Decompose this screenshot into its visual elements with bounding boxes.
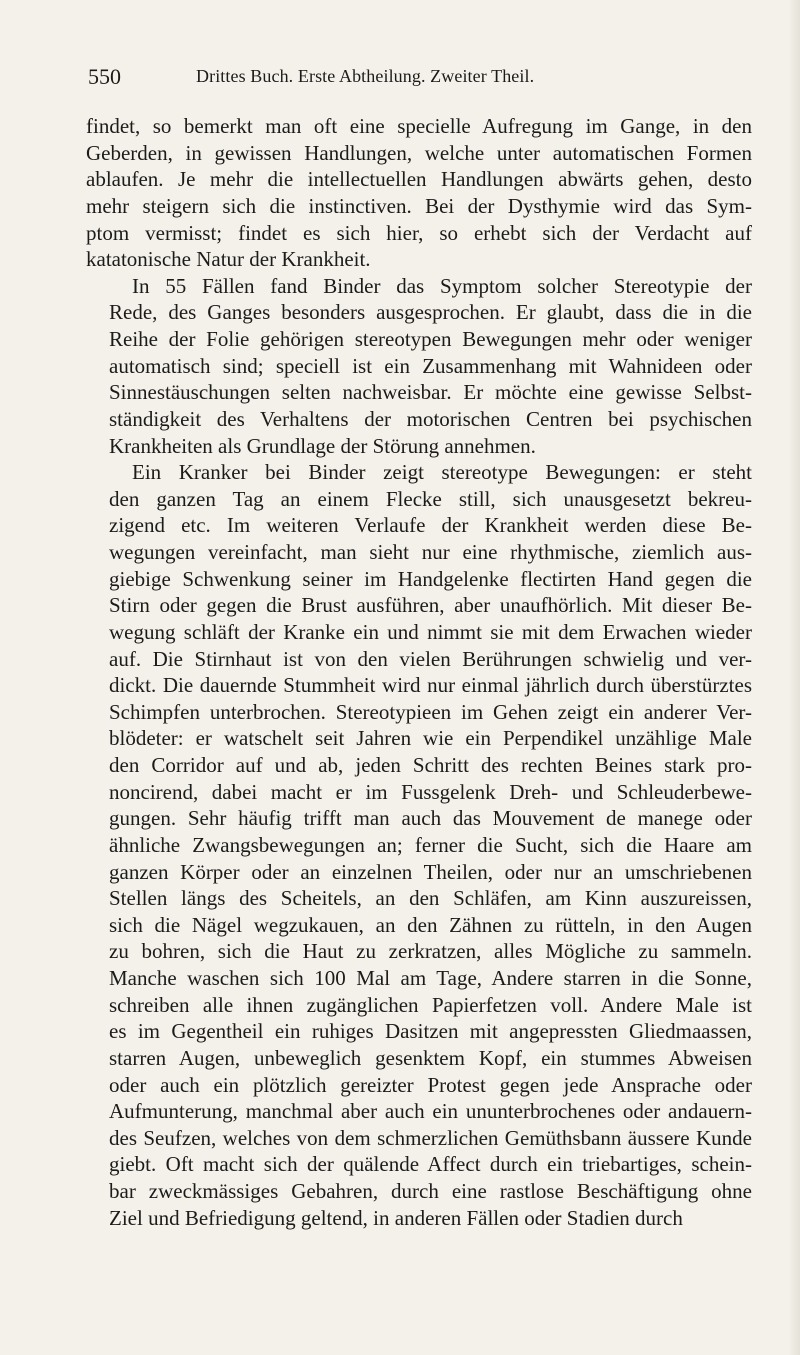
text-line: gungen. Sehr häufig trifft man auch das Mouvement de manege oder xyxy=(109,806,752,831)
text-line: ganzen Körper oder an einzelnen Theilen, oder nur an umschriebenen xyxy=(109,859,752,884)
text-line: Ein Kranker bei Binder zeigt stereotype Bewegungen: er steht xyxy=(132,460,752,485)
text-line: Ziel und Befriedigung geltend, in anderen Fällen oder Stadien durch xyxy=(109,1205,683,1230)
text-line: Schimpfen unterbrochen. Stereotypieen im Gehen zeigt ein anderer Ver- xyxy=(109,699,752,724)
text-line: wegungen vereinfacht, man sieht nur eine rhythmische, ziemlich aus- xyxy=(109,540,752,564)
text-line: Reihe der Folie gehörigen stereotypen Bewegungen mehr oder weniger xyxy=(109,327,752,351)
paragraph xyxy=(86,459,752,1231)
text-line: den ganzen Tag an einem Flecke still, sich unausgesetzt bekreu- xyxy=(109,486,752,511)
text-line: Sinnestäuschungen selten nachweisbar. Er möchte eine gewisse Selbst- xyxy=(109,380,752,405)
text-line: Stellen längs des Scheitels, an den Schläfen, am Kinn auszureissen, xyxy=(109,886,752,911)
text-line: noncirend, dabei macht er im Fussgelenk Dreh- und Schleuderbewe- xyxy=(109,779,752,804)
text-line: blödeter: er watschelt seit Jahren wie ein Perpendikel unzählige Male xyxy=(109,726,752,751)
text-line: des Seufzen, welches von dem schmerzlichen Gemüthsbann äussere Kunde xyxy=(109,1125,752,1150)
text-line: Krankheiten als Grundlage der Störung annehmen. xyxy=(109,433,536,458)
text-line: ständigkeit des Verhaltens der motorischen Centren bei psychischen xyxy=(109,406,752,431)
text-line: Stirn oder gegen die Brust ausführen, aber unaufhörlich. Mit dieser Be- xyxy=(109,593,752,618)
text-line: In 55 Fällen fand Binder das Symptom solcher Stereotypie der xyxy=(132,273,752,298)
text-line: zu bohren, sich die Haut zu zerkratzen, alles Mögliche zu sammeln. xyxy=(109,939,752,964)
text-line: Manche waschen sich 100 Mal am Tage, Andere starren in die Sonne, xyxy=(109,966,752,990)
text-line: Geberden, in gewissen Handlungen, welche unter automatischen Formen xyxy=(86,140,752,165)
text-line: dickt. Die dauernde Stummheit wird nur einmal jährlich durch überstürztes xyxy=(109,673,752,698)
text-line: giebt. Oft macht sich der quälende Affect durch ein triebartiges, schein- xyxy=(109,1152,752,1177)
text-line: ablaufen. Je mehr die intellectuellen Handlungen abwärts gehen, desto xyxy=(86,167,752,192)
paragraph xyxy=(86,113,752,273)
text-line: schreiben alle ihnen zugänglichen Papierfetzen voll. Andere Male ist xyxy=(109,992,752,1017)
text-line: es im Gegentheil ein ruhiges Dasitzen mit angepressten Gliedmaassen, xyxy=(109,1019,752,1044)
text-line: katatonische Natur der Krankheit. xyxy=(86,247,371,272)
text-line: Aufmunterung, manchmal aber auch ein ununterbrochenes oder andauern- xyxy=(109,1099,752,1124)
text-line: giebige Schwenkung seiner im Handgelenke flectirten Hand gegen die xyxy=(109,566,752,591)
text-line: mehr steigern sich die instinctiven. Bei der Dysthymie wird das Sym- xyxy=(86,193,752,218)
text-line: auf. Die Stirnhaut ist von den vielen Berührungen schwielig und ver- xyxy=(109,646,752,671)
page-edge-shadow xyxy=(788,0,800,1355)
paragraph xyxy=(86,273,752,459)
text-line: automatisch sind; speciell ist ein Zusammenhang mit Wahnideen oder xyxy=(109,353,752,378)
text-line: oder auch ein plötzlich gereizter Protest gegen jede Ansprache oder xyxy=(109,1072,752,1097)
text-line: bar zweckmässiges Gebahren, durch eine rastlose Beschäftigung ohne xyxy=(109,1179,752,1203)
text-line: den Corridor auf und ab, jeden Schritt des rechten Beines stark pro- xyxy=(109,753,752,777)
text-line: starren Augen, unbeweglich gesenktem Kopf, ein stummes Abweisen xyxy=(109,1045,752,1070)
text-line: ähnliche Zwangsbewegungen an; ferner die Sucht, sich die Haare am xyxy=(109,832,752,857)
text-line: zigend etc. Im weiteren Verlaufe der Krankheit werden diese Be- xyxy=(109,513,752,538)
text-line: Rede, des Ganges besonders ausgesprochen. Er glaubt, dass die in die xyxy=(109,300,752,325)
text-line: wegung schläft der Kranke ein und nimmt sie mit dem Erwachen wieder xyxy=(109,619,752,644)
text-line: findet, so bemerkt man oft eine specielle Aufregung im Gange, in den xyxy=(86,114,752,138)
page-header xyxy=(88,64,748,94)
page-number: 550 xyxy=(88,64,121,89)
body-text xyxy=(86,113,752,1231)
text-line: ptom vermisst; findet es sich hier, so erhebt sich der Verdacht auf xyxy=(86,220,752,245)
text-line: sich die Nägel wegzukauen, an den Zähnen zu rütteln, in den Augen xyxy=(109,912,752,937)
running-head: Drittes Buch. Erste Abtheilung. Zweiter Theil. xyxy=(196,66,535,86)
